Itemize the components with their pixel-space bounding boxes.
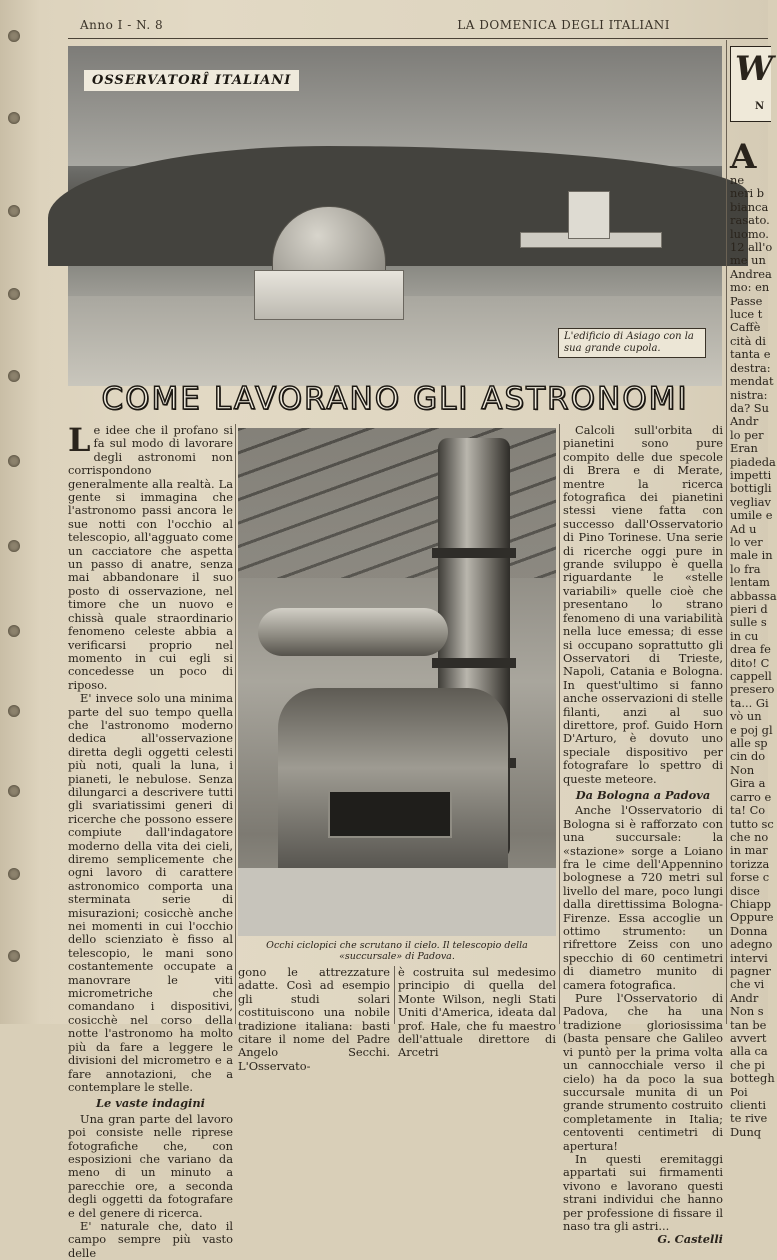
adjacent-line: mo: en xyxy=(730,280,770,295)
adjacent-line: disce xyxy=(730,883,760,898)
adjacent-line: Oppure xyxy=(730,910,774,925)
binding-hole xyxy=(8,950,20,962)
adjacent-line: avvert xyxy=(730,1031,767,1045)
adjacent-line: pagner xyxy=(730,963,771,978)
adjacent-line: Ad u xyxy=(730,521,757,536)
adjacent-line: me un xyxy=(730,253,766,268)
publication-name: LA DOMENICA DEGLI ITALIANI xyxy=(457,18,670,32)
section-tag: OSSERVATORÎ ITALIANI xyxy=(84,70,299,91)
drop-cap: A xyxy=(730,137,757,177)
photo-caption: Occhi ciclopici che scrutano il cielo. Il telescopio della «succursale» di Padova. xyxy=(266,940,528,962)
adjacent-line: carro e xyxy=(730,789,772,804)
adjacent-line: da? Su xyxy=(730,400,769,415)
adjacent-line: Andr xyxy=(730,414,759,429)
adjacent-line: neri b xyxy=(730,186,765,201)
running-head xyxy=(80,18,718,36)
adjacent-line: e poj gl xyxy=(730,722,773,737)
adjacent-line: lentam xyxy=(730,575,770,590)
adjacent-line: rasato. xyxy=(730,213,770,228)
adjacent-line: Non xyxy=(730,762,755,777)
binding-hole xyxy=(8,868,20,880)
adjacent-line: Gira a xyxy=(730,776,766,791)
adjacent-line: forse c xyxy=(730,870,770,885)
next-article-title-box xyxy=(730,46,774,122)
adjacent-line: tutto sc xyxy=(730,816,774,831)
adjacent-line: cin do xyxy=(730,749,766,764)
paragraph: Pure l'Osservatorio di Padova, che ha una tradizione gloriosissima (basta pensare che Galileo vi puntò per la prima volta un cannocchiale verso il cielo) ha da poco la sua succursale munita di un grande strumento costruito completamente in Italia; centoventi centimetri di apertura! xyxy=(563,991,723,1153)
left-column xyxy=(68,421,233,1260)
adjacent-line: tanta e xyxy=(730,347,771,362)
adjacent-line: in mar xyxy=(730,843,768,858)
title-fragment: N xyxy=(755,101,765,112)
adjacent-line: dito! C xyxy=(730,655,770,670)
paragraph: Una gran parte del lavoro poi consiste nelle riprese fotografiche che, con esposizioni che variano da meno di un minuto a parecchie ore, a seconda degli oggetti da fotografare e del genere di ricerca. xyxy=(68,1111,233,1220)
tube-ring xyxy=(432,548,516,558)
paragraph: e idee che il profano si fa sul modo di lavorare degli astronomi non corrispondono generalmente alla realtà. La gente si immagina che l'astronomo passi ancora le sue notti con l'occhio al telescopio, all'agguato come un cacciatore che aspetta un passo di anatre, senza mai abbandonare il suo posto di osservazione, nel timore che un nuovo e chissà quale straordinario fenomeno celeste abbia a verificarsi proprio nel momento in cui egli si concedesse un poco di riposo. xyxy=(68,423,233,692)
bottom-column: è costruita sul medesimo principio di quella del Monte Wilson, negli Stati Uniti d'America, ideata dal prof. Hale, che fu maestro dell'attuale direttore di Arcetri xyxy=(398,965,556,1060)
adjacent-column xyxy=(724,137,777,1139)
adjacent-line: bianca xyxy=(730,199,769,214)
binding-hole xyxy=(8,705,20,717)
adjacent-line: alla ca xyxy=(730,1044,768,1059)
paragraph: In questi eremitaggi appartati sui firmamenti vivono e lavorano questi strani individui che hanno per professione di fissare il naso tra gli astri... xyxy=(563,1151,723,1233)
adjacent-line: Dunq xyxy=(730,1124,762,1139)
header-rule xyxy=(68,38,768,39)
adjacent-line: drea fe xyxy=(730,642,771,657)
adjacent-line: Poi xyxy=(730,1084,748,1099)
column-rule xyxy=(559,424,560,1024)
bottom-column: gono le attrezzature adatte. Così ad esempio gli studi solari costituiscono una nobile tradizione italiana: basti citare il nome del Padre Angelo Secchi. L'Osservato- xyxy=(238,965,390,1073)
adjacent-line: luomo. xyxy=(730,226,769,241)
paragraph: E' invece solo una minima parte del suo tempo quella che l'astronomo moderno dedica all'osservazione diretta degli oggetti celesti più noti, quali la luna, i pianeti, le nebulose. Senza dilungarci a descrivere tutti gli svariatissimi generi di ricerche che possono essere compiute dall'indagatore moderno della vita dei cieli, diremo semplicemente che ogni lavoro di carattere astronomico comporta una sterminata serie di misurazioni; cosicchè anche nei momenti in cui l'occhio dello scienziato è fisso al telescopio, le mani sono costantemente occupate a manovrare le viti micrometriche che comandano i dispositivi, cosicchè nel corso della notte l'astronomo ha molto più da fare a leggere le divisioni del micrometro e a fare annotazioni, che a contemplare le stelle. xyxy=(68,691,233,1094)
adjacent-line: sulle s xyxy=(730,615,767,630)
right-column xyxy=(563,423,723,1247)
drop-cap: L xyxy=(68,421,91,459)
adjacent-line: torizza xyxy=(730,856,770,871)
binding-hole xyxy=(8,205,20,217)
adjacent-line: Donna xyxy=(730,923,768,938)
adjacent-line: nistra: xyxy=(730,387,768,402)
adjacent-line: umile e xyxy=(730,508,773,523)
adjacent-line: mendat xyxy=(730,374,774,389)
title-fragment: W xyxy=(735,49,774,89)
issue-number: Anno I - N. 8 xyxy=(80,18,164,32)
adjacent-line: Passe xyxy=(730,293,763,308)
photo-caption: L'edificio di Asiago con la sua grande cupola. xyxy=(558,328,706,358)
adjacent-line: te rive xyxy=(730,1111,768,1126)
adjacent-line: Caffè xyxy=(730,320,761,335)
adjacent-line: Chiapp xyxy=(730,896,772,911)
adjacent-line: vegliav xyxy=(730,494,771,509)
binding-hole xyxy=(8,30,20,42)
adjacent-line: Non s xyxy=(730,1004,764,1019)
adjacent-line: piadeda xyxy=(730,454,776,469)
adjacent-line: che pi xyxy=(730,1057,766,1072)
paragraph: Calcoli sull'orbita di pianetini sono pure compito delle due specole di Brera e di Merate, mentre la ricerca fotografica dei pianetini stessi viene fatta con successo dall'Osservatorio di Pino Torinese. Una serie di ricerche oggi pure in grande sviluppo è quella riguardante le «stelle variabili» quelle cioè che presentano lo strano fenomeno di una variabilità nella luce emessa; di esse si occupano soprattutto gli Osservatori di Trieste, Napoli, Catania e Bologna. In quest'ultimo si fanno anche osservazioni di stelle filanti, anzi al suo direttore, prof. Guido Horn D'Arturo, è dovuto uno speciale dispositivo per fotografare lo spettro di queste meteore. xyxy=(563,423,723,786)
adjacent-line: Andrea xyxy=(730,266,772,281)
adjacent-line: clienti xyxy=(730,1098,766,1113)
binding-hole xyxy=(8,455,20,467)
telescope-mount xyxy=(278,688,508,888)
adjacent-line: intervi xyxy=(730,950,768,965)
adjacent-line: Eran xyxy=(730,441,758,456)
adjacent-line: destra: xyxy=(730,360,771,375)
headline: COME LAVORANO GLI ASTRONOMI xyxy=(101,381,689,417)
observatory-dome xyxy=(272,206,386,280)
subheading: Da Bologna a Padova xyxy=(575,787,711,802)
adjacent-line: lo fra xyxy=(730,561,761,576)
subheading: Le vaste indagini xyxy=(96,1096,205,1111)
control-panel xyxy=(328,790,452,838)
binding-hole xyxy=(8,785,20,797)
column-rule xyxy=(235,424,236,1024)
adjacent-column-lines xyxy=(730,173,777,1139)
column-rule xyxy=(394,966,395,1024)
adjacent-line: luce t xyxy=(730,307,763,322)
adjacent-line: Andr xyxy=(730,990,759,1005)
telescope-photo xyxy=(238,428,556,936)
adjacent-line: tan be xyxy=(730,1017,767,1032)
adjacent-line: bottigli xyxy=(730,481,772,496)
binding-hole xyxy=(8,112,20,124)
photo-floor xyxy=(238,868,556,936)
adjacent-line: adegno xyxy=(730,937,773,952)
adjacent-line: male in xyxy=(730,548,773,563)
binding-hole xyxy=(8,540,20,552)
adjacent-line: pieri d xyxy=(730,602,768,616)
binding-hole xyxy=(8,625,20,637)
paragraph: Anche l'Osservatorio di Bologna si è rafforzato con una succursale: la «stazione» sorge a Loiano fra le cime dell'Appennino bolognese a 720 metri sul livello del mare, poco lungi dalla direttissima Bologna-Firenze. Essa accoglie un ottimo strumento: un rifrettore Zeiss con uno specchio di 60 centimetri di diametro munito di camera fotografica. xyxy=(563,803,723,992)
adjacent-line: ta! Co xyxy=(730,803,766,818)
tube-ring xyxy=(432,658,516,668)
adjacent-line: lo ver xyxy=(730,534,763,549)
adjacent-line: bottegh xyxy=(730,1071,775,1086)
paragraph: E' naturale che, dato il campo sempre più vasto delle xyxy=(68,1218,233,1260)
observatory-building xyxy=(254,206,402,318)
adjacent-line: presero xyxy=(730,682,775,697)
adjacent-line: ne xyxy=(730,173,745,187)
observatory-base xyxy=(254,270,404,320)
adjacent-line: impetti xyxy=(730,467,772,482)
adjacent-line: abbassa xyxy=(730,588,777,603)
adjacent-line: cità di xyxy=(730,333,766,348)
observatory-photo xyxy=(68,46,722,378)
adjacent-line: che vi xyxy=(730,977,765,992)
adjacent-line: ta... Gi xyxy=(730,695,769,710)
adjacent-line: 12 all'o xyxy=(730,240,773,255)
binding-hole xyxy=(8,288,20,300)
adjacent-line: in cu xyxy=(730,628,759,643)
adjacent-line: cappell xyxy=(730,669,772,684)
telescope-arm xyxy=(258,608,448,656)
adjacent-line: che no xyxy=(730,829,769,844)
monument xyxy=(568,191,610,239)
signature: G. Castelli xyxy=(657,1232,723,1247)
adjacent-line: vò un xyxy=(730,709,762,724)
adjacent-line: alle sp xyxy=(730,736,768,751)
binding-hole xyxy=(8,370,20,382)
adjacent-line: lo per xyxy=(730,427,764,442)
